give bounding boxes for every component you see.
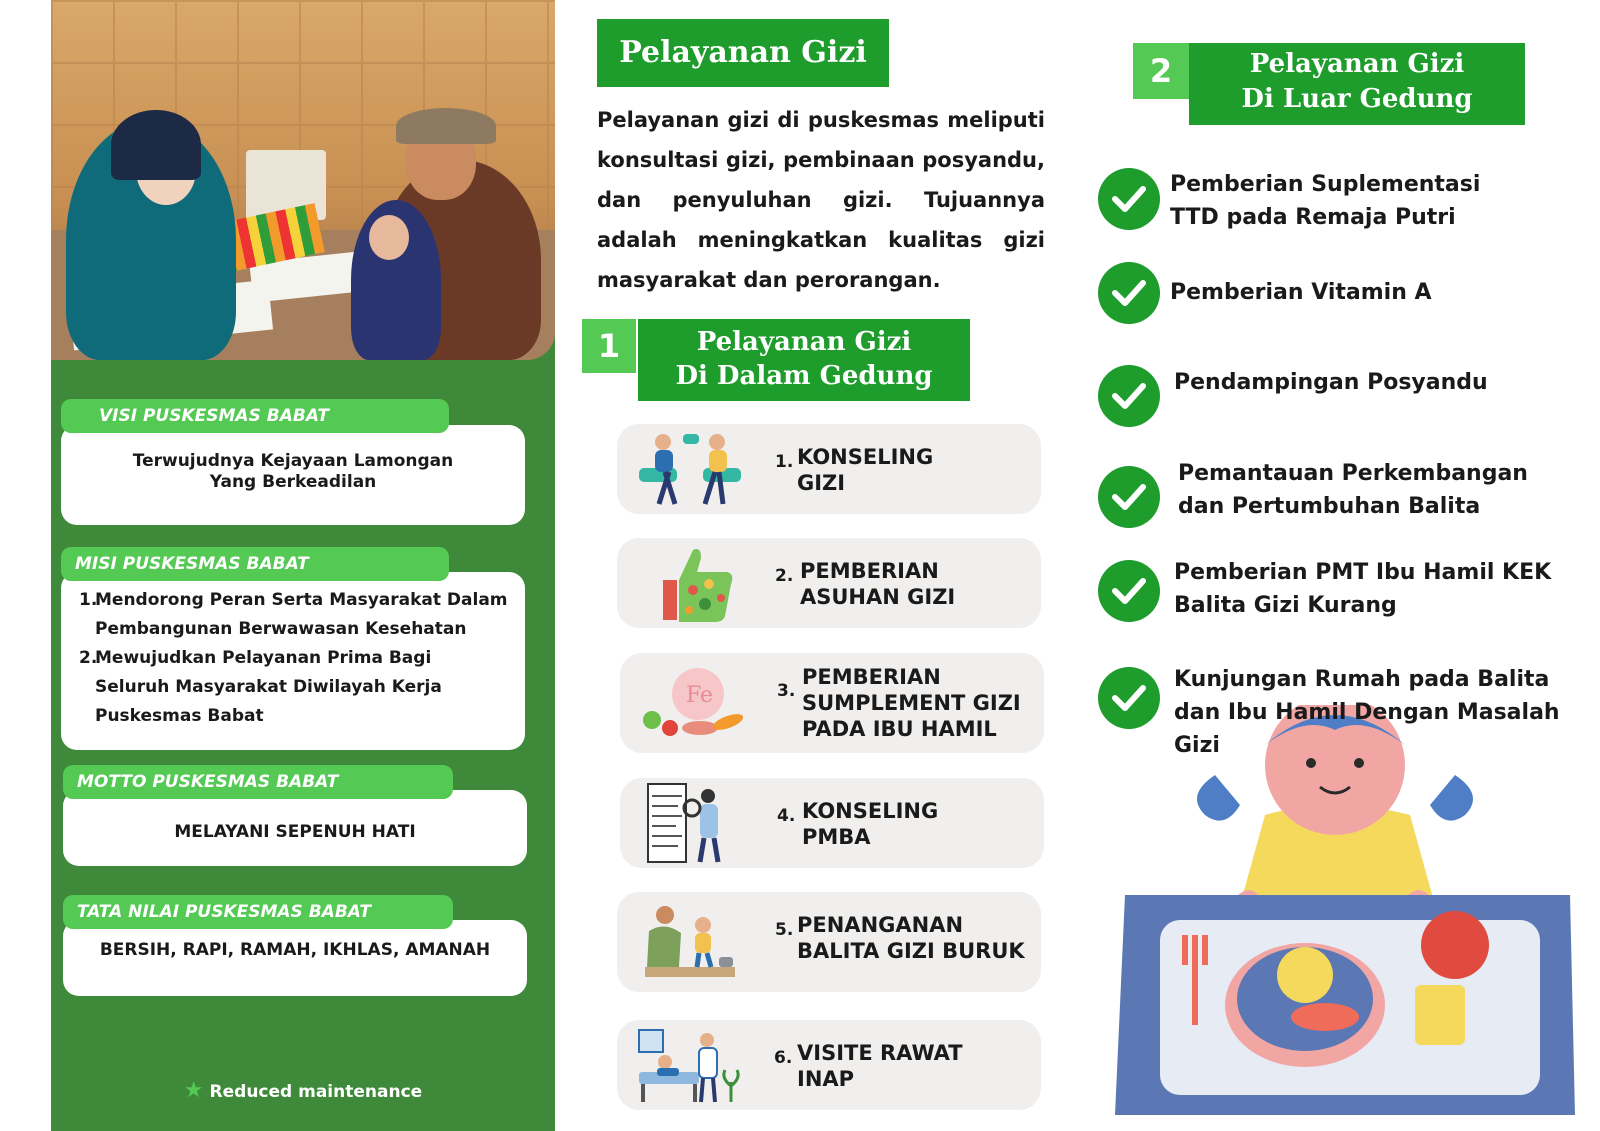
service-card xyxy=(620,653,1044,753)
service-card xyxy=(617,424,1041,514)
visi-text-line2: Yang Berkeadilan xyxy=(209,472,377,492)
service-label: KONSELING GIZI xyxy=(797,445,934,495)
service-number: 4. xyxy=(777,806,796,826)
service-card xyxy=(617,892,1041,992)
misi-title: MISI PUSKESMAS BABAT xyxy=(61,547,449,581)
check-icon xyxy=(1098,262,1160,324)
service-label: KONSELING PMBA xyxy=(802,799,939,849)
misi-list xyxy=(61,572,525,731)
misi-item: 2. Mewujudkan Pelayanan Prima Bagi Seluruh Masyarakat Diwilayah Kerja Puskesmas Babat xyxy=(79,644,515,731)
footer-note-text: Reduced maintenance xyxy=(209,1082,423,1102)
visi-card xyxy=(61,425,525,525)
misi-item-line: Puskesmas Babat xyxy=(95,706,264,726)
misi-item-line: Seluruh Masyarakat Diwilayah Kerja xyxy=(95,677,442,697)
service-label: VISITE RAWAT INAP xyxy=(797,1041,963,1091)
service-number: 6. xyxy=(774,1048,793,1068)
intro-paragraph: Pelayanan gizi di puskesmas meliputi konsultasi gizi, pembinaan posyandu, dan penyuluhan gizi. Tujuannya adalah meningkatkan kualitas gizi masyarakat dan perorangan. xyxy=(597,108,1045,292)
counseling-icon xyxy=(635,428,745,510)
service-card xyxy=(617,1020,1041,1110)
girl-eating-illustration xyxy=(1115,705,1580,1131)
misi-item-line: Pembangunan Berwawasan Kesehatan xyxy=(95,619,467,639)
outside-service-item: Pemberian Suplementasi TTD pada Remaja Putri xyxy=(1170,172,1481,230)
visi-text-line1: Terwujudnya Kejayaan Lamongan xyxy=(132,451,454,471)
outside-service-item: Pendampingan Posyandu xyxy=(1174,370,1488,395)
misi-item: 1. Mendorong Peran Serta Masyarakat Dalam Pembangunan Berwawasan Kesehatan xyxy=(79,586,515,644)
motto-card xyxy=(63,790,527,866)
service-label: PENANGANAN BALITA GIZI BURUK xyxy=(797,913,1025,963)
hospital-visit-icon xyxy=(635,1024,745,1106)
outside-service-item: Pemberian PMT Ibu Hamil KEK Balita Gizi Kurang xyxy=(1174,560,1552,618)
service-number: 5. xyxy=(775,920,794,940)
outside-service-item: Pemantauan Perkembangan dan Pertumbuhan Balita xyxy=(1178,461,1528,519)
section2-title xyxy=(1189,43,1525,125)
thumbs-up-food-icon xyxy=(635,542,745,624)
left-panel xyxy=(51,0,555,1131)
misi-item-line: Mewujudkan Pelayanan Prima Bagi xyxy=(95,648,432,668)
service-number: 1. xyxy=(775,452,794,472)
service-number: 3. xyxy=(777,681,796,701)
check-icon xyxy=(1098,168,1160,230)
section2-title-line2: Di Luar Gedung xyxy=(1241,84,1473,114)
nutrition-consultation-photo xyxy=(51,0,555,360)
star-icon: ★ xyxy=(183,1078,204,1103)
tata-nilai-title: TATA NILAI PUSKESMAS BABAT xyxy=(63,895,453,929)
footer-note xyxy=(51,1078,555,1103)
outside-service-item: Kunjungan Rumah pada Balita dan Ibu Hamil Dengan Masalah Gizi xyxy=(1174,667,1560,758)
mother-child-icon xyxy=(635,901,745,983)
misi-item-line: Mendorong Peran Serta Masyarakat Dalam xyxy=(95,590,508,610)
section1-title xyxy=(638,319,970,401)
section1-number: 1 xyxy=(582,319,636,373)
svg-text:Fe: Fe xyxy=(686,683,714,708)
service-card xyxy=(620,778,1044,868)
page-title: Pelayanan Gizi xyxy=(597,19,889,87)
iron-supplement-food-icon xyxy=(638,662,748,744)
section1-title-line2: Di Dalam Gedung xyxy=(675,361,933,391)
misi-card xyxy=(61,572,525,750)
check-icon xyxy=(1098,667,1160,729)
visi-title: VISI PUSKESMAS BABAT xyxy=(61,399,449,433)
service-card xyxy=(617,538,1041,628)
check-icon xyxy=(1098,560,1160,622)
service-number: 2. xyxy=(775,566,794,586)
nutrition-label-icon xyxy=(638,782,748,864)
section1-title-line1: Pelayanan Gizi xyxy=(696,327,912,357)
section2-number: 2 xyxy=(1133,43,1189,99)
section2-title-line1: Pelayanan Gizi xyxy=(1249,49,1465,79)
tata-nilai-card xyxy=(63,920,527,996)
motto-title: MOTTO PUSKESMAS BABAT xyxy=(63,765,453,799)
check-icon xyxy=(1098,466,1160,528)
service-label: PEMBERIAN SUMPLEMENT GIZI PADA IBU HAMIL xyxy=(802,665,1021,741)
motto-text: MELAYANI SEPENUH HATI xyxy=(174,822,416,842)
outside-service-item: Pemberian Vitamin A xyxy=(1170,280,1432,305)
check-icon xyxy=(1098,365,1160,427)
tata-nilai-text: BERSIH, RAPI, RAMAH, IKHLAS, AMANAH xyxy=(99,940,491,960)
service-label: PEMBERIAN ASUHAN GIZI xyxy=(800,559,956,609)
